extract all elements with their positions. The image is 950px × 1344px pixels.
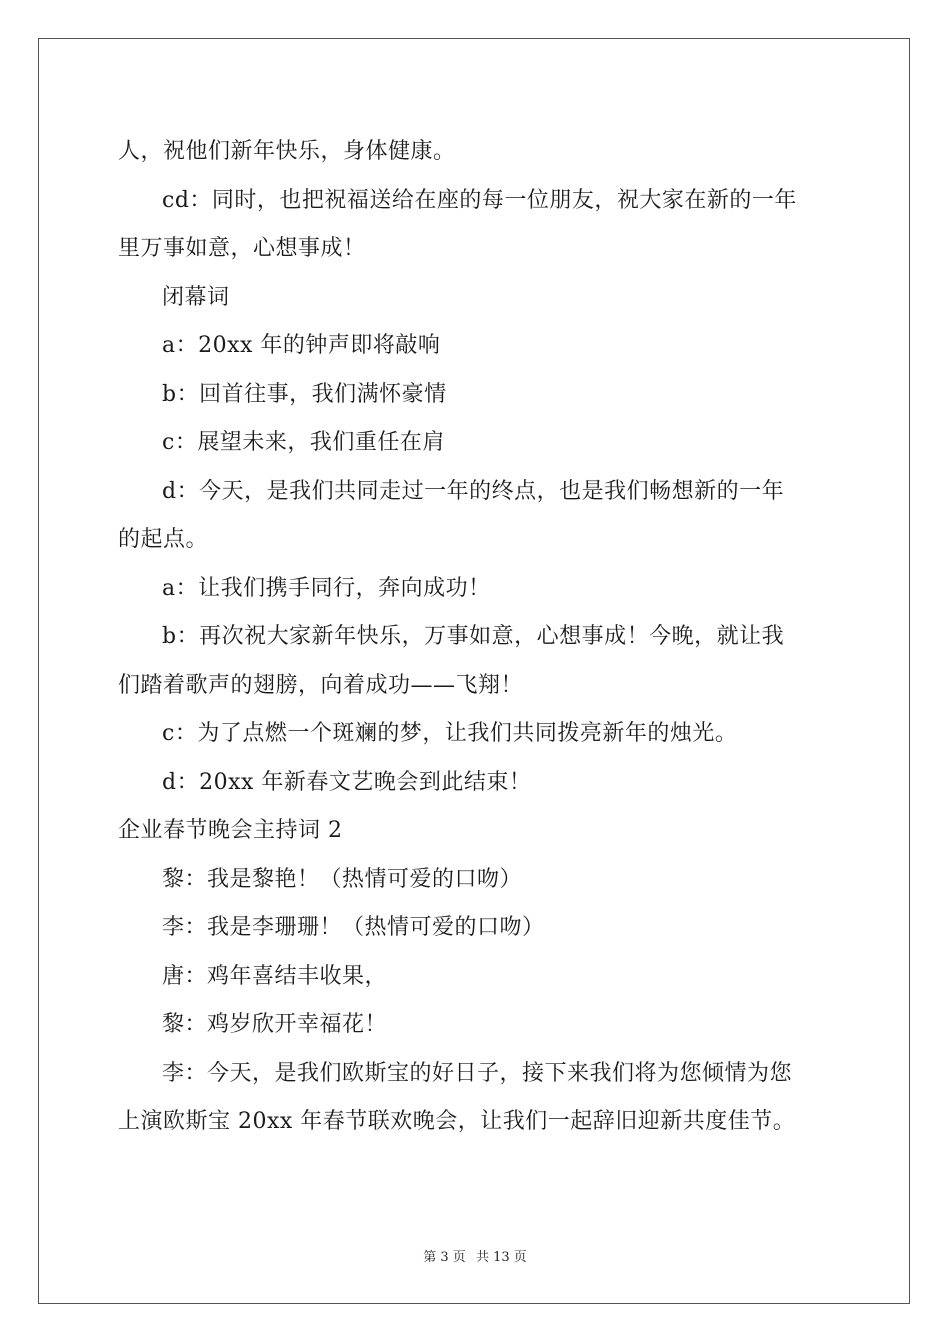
text-line: c：为了点燃一个斑斓的梦，让我们共同拨亮新年的烛光。 [162,721,738,746]
text-line: a：让我们携手同行，奔向成功！ [162,575,491,601]
text-line: 李：今天，是我们欧斯宝的好日子，接下来我们将为您倾情为您 [162,1060,793,1086]
text-line: b：回首往事，我们满怀豪情 [162,381,447,407]
text-line: 们踏着歌声的翅膀，向着成功——飞翔！ [118,672,524,698]
text-line: b：再次祝大家新年快乐，万事如意，心想事成！今晚，就让我 [162,624,785,649]
text-line: c：展望未来，我们重任在肩 [162,430,445,455]
text-line: cd：同时，也把祝福送给在座的每一位朋友，祝大家在新的一年 [162,187,797,213]
section-heading: 企业春节晚会主持词 2 [118,818,343,843]
document-body [118,128,834,1147]
text-line: 人，祝他们新年快乐，身体健康。 [118,139,456,164]
text-line: 李：我是李珊珊！（热情可爱的口吻） [162,915,545,940]
section-heading: 闭幕词 [162,284,230,310]
page-footer [0,1246,950,1265]
text-line: 上演欧斯宝 20xx 年春节联欢晚会，让我们一起辞旧迎新共度佳节。 [118,1109,796,1134]
text-line: a：20xx 年的钟声即将敲响 [162,333,441,358]
text-line: 黎：我是黎艳！（热情可爱的口吻） [162,866,523,892]
text-line: 的起点。 [118,527,209,552]
page-number: 第 3 页 [423,1250,466,1265]
text-line: 黎：鸡岁欣开幸福花！ [162,1012,388,1037]
page-total: 共 13 页 [475,1250,527,1265]
text-line: d：今天，是我们共同走过一年的终点，也是我们畅想新的一年 [162,478,785,504]
text-line: 里万事如意，心想事成！ [118,236,366,261]
text-line: d：20xx 年新春文艺晚会到此结束！ [162,769,532,795]
text-line: 唐：鸡年喜结丰收果， [162,963,388,989]
